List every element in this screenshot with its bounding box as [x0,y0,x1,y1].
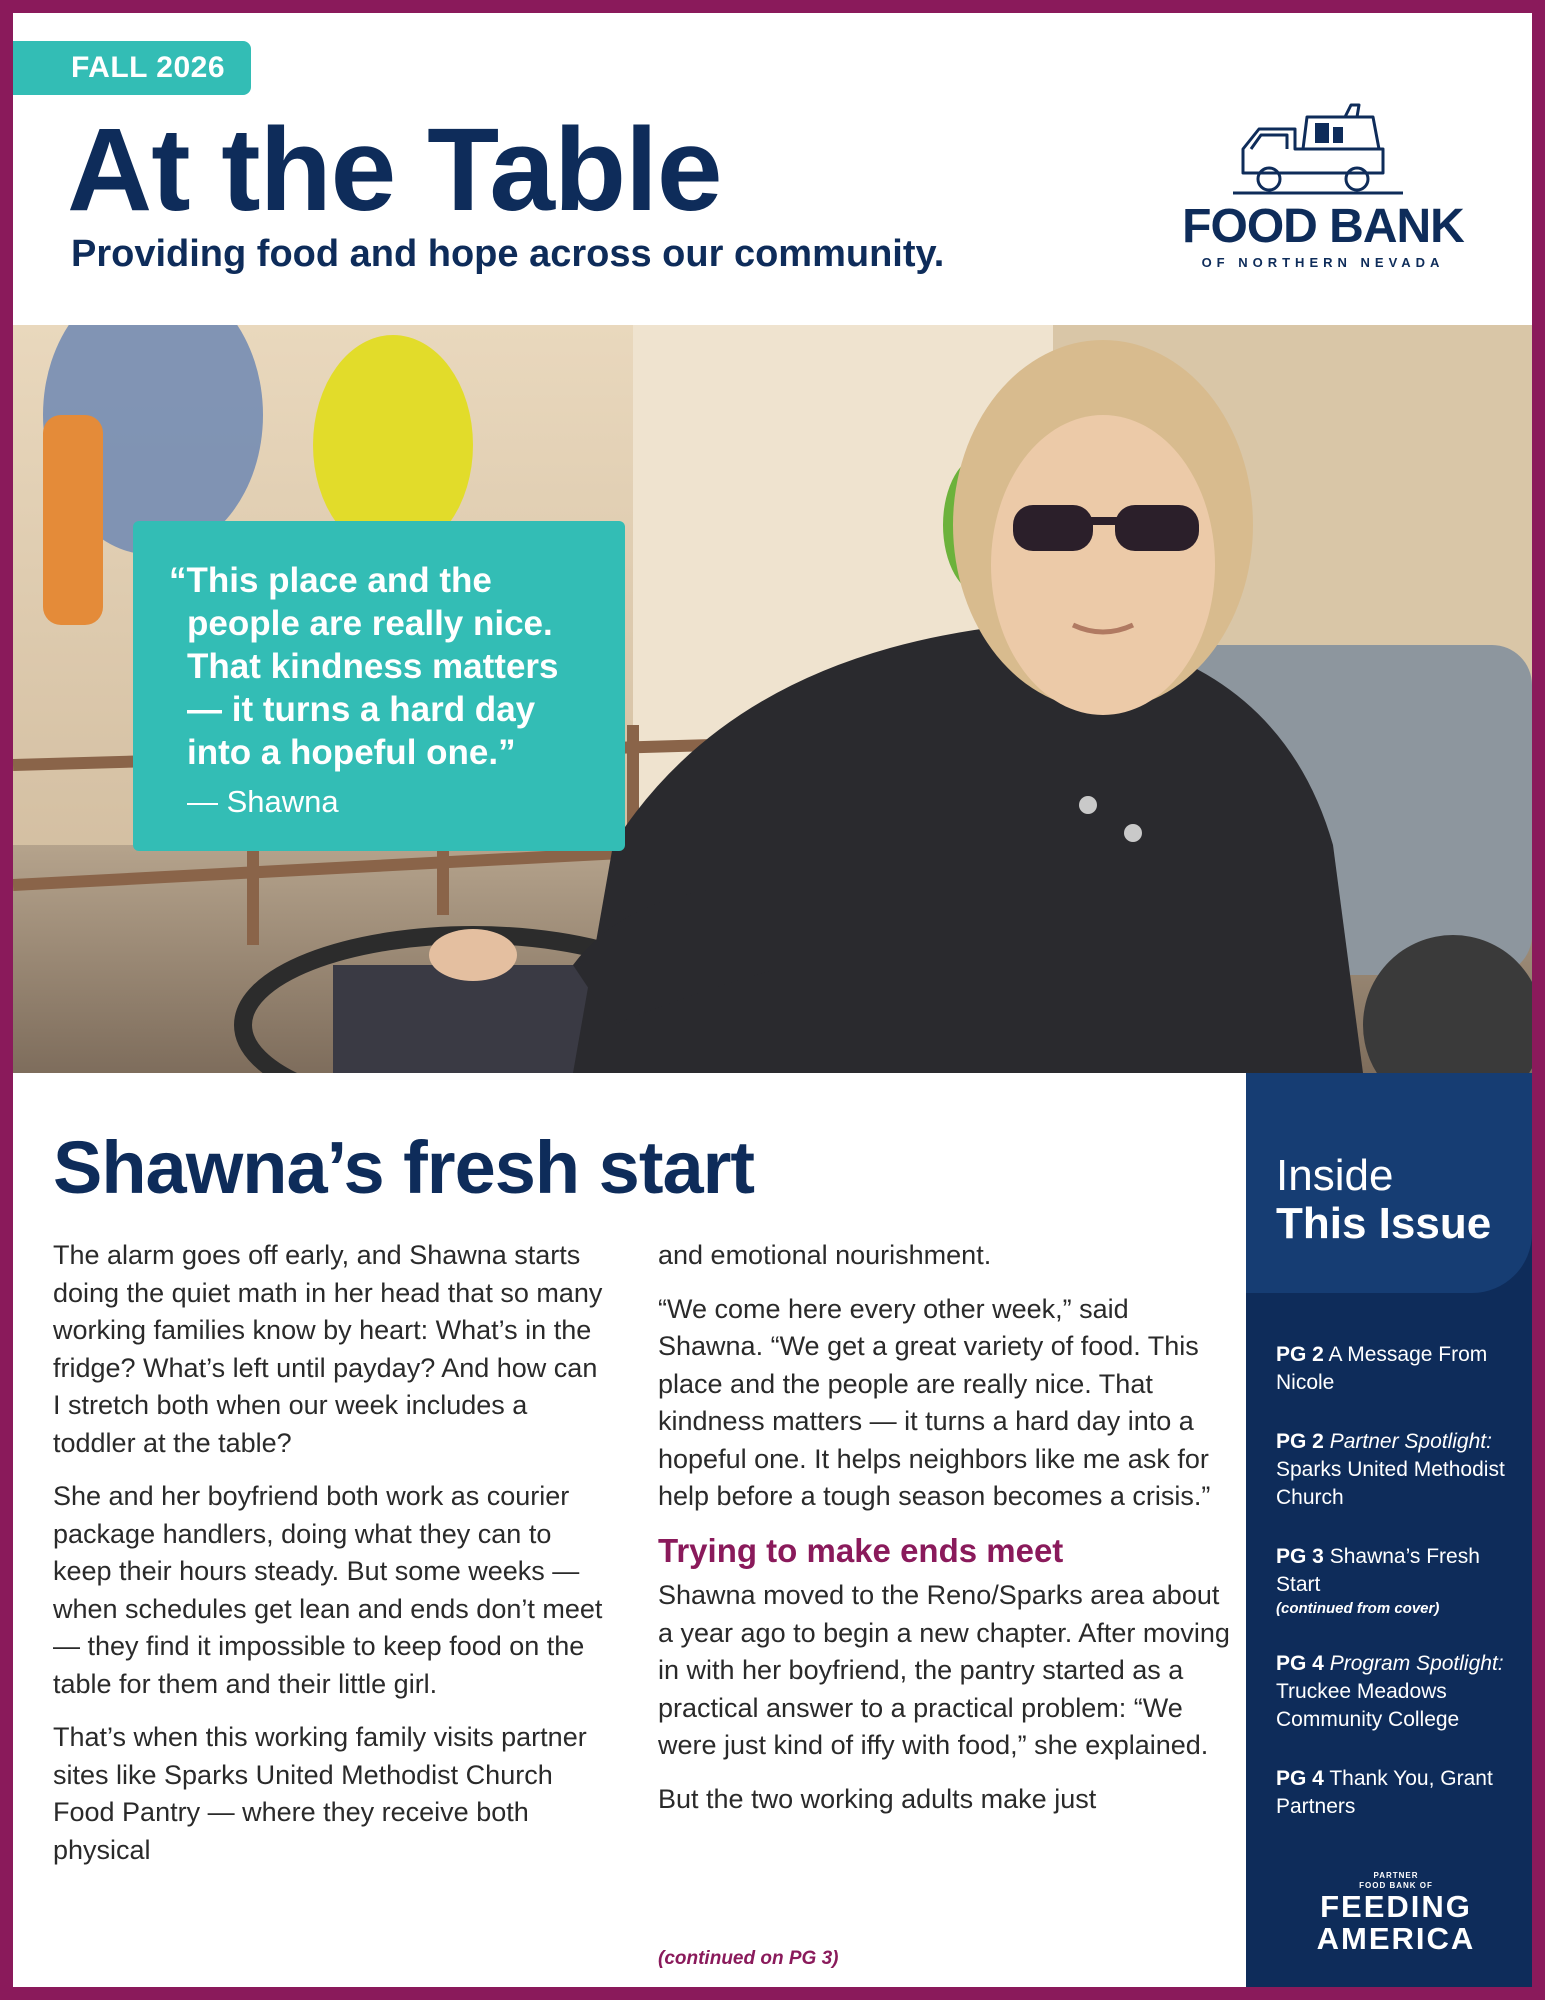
toc-page: PG 4 [1276,1767,1324,1790]
toc-page: PG 2 [1276,1343,1324,1366]
article-paragraph: But the two working adults make just [658,1783,1097,1814]
newsletter-tagline: Providing food and hope across our community. [71,233,945,275]
toc-item[interactable] [1276,1428,1526,1512]
pull-quote-attribution: — Shawna [187,784,339,819]
sidebar-title-this-issue: This Issue [1276,1199,1492,1248]
toc-label: Truckee Meadows Community College [1276,1680,1460,1731]
toc-category: Program Spotlight: [1329,1652,1504,1675]
toc-label: Thank You, Grant Partners [1276,1767,1493,1818]
toc-label: A Message From Nicole [1276,1343,1488,1394]
pull-quote [133,521,625,851]
toc-item[interactable] [1276,1543,1526,1619]
article-column-right [658,1237,1233,1834]
logo-subtitle: OF NORTHERN NEVADA [1201,255,1445,270]
toc-page: PG 3 [1276,1545,1324,1568]
toc-item[interactable] [1276,1765,1526,1821]
feeding-america-logo [1306,1871,1486,1955]
article-paragraph: The alarm goes off early, and Shawna starts doing the quiet math in her head that so many working families know by heart: What’s in the fridge? What’s left until payday? And how can I stretch both when our week includes a toddler at the table? [53,1240,603,1458]
article-paragraph: She and her boyfriend both work as courier package handlers, doing what they can to keep their hours steady. But some weeks — when schedules get lean and ends don’t meet — they find it impossible to keep food on the table for them and their little girl. [53,1481,603,1699]
season-tag: FALL 2026 [13,41,251,95]
article-column-left [53,1237,608,1885]
fa-america-text: AMERICA [1316,1921,1476,1956]
article-paragraph: Shawna moved to the Reno/Sparks area about a year ago to begin a new chapter. After moving in with her boyfriend, the pantry started as a practical answer to a practical problem: “We were just kind of iffy with food,” she explained. [658,1580,1230,1760]
toc-label: Shawna’s Fresh Start [1276,1545,1480,1596]
toc-item[interactable] [1276,1341,1526,1397]
toc-category: Partner Spotlight: [1329,1430,1492,1453]
article-paragraph: and emotional nourishment. [658,1240,992,1270]
cover-photo [13,325,1532,1073]
article-subhead: Trying to make ends meet [658,1531,1064,1569]
newsletter-title: At the Table [67,104,722,236]
toc-page: PG 2 [1276,1430,1324,1453]
article-paragraph: That’s when this working family visits partner sites like Sparks United Methodist Church Food Pantry — where they receive both physical [53,1722,587,1865]
toc-page: PG 4 [1276,1652,1324,1675]
food-bank-logo [1173,103,1473,273]
fa-food-bank-of-text: FOOD BANK OF [1359,1881,1433,1890]
toc-item[interactable] [1276,1650,1526,1734]
table-of-contents [1276,1341,1526,1852]
article-title: Shawna’s fresh start [53,1126,755,1209]
logo-name: FOOD BANK [1182,200,1464,253]
pull-quote-text: “This place and the people are really nice. That kindness matters — it turns a hard day into a hopeful one.” [169,561,559,772]
article-paragraph: “We come here every other week,” said Shawna. “We get a great variety of food. This place and the people are really nice. That kindness matters — it turns a hard day into a hopeful one. It helps neighbors like me ask for help before a tough season becomes a crisis.” [658,1293,1211,1511]
toc-note: (continued from cover) [1276,1600,1440,1617]
sidebar-title-inside: Inside [1276,1151,1394,1200]
fa-feeding-text: FEEDING [1320,1889,1472,1924]
toc-label: Sparks United Methodist Church [1276,1458,1505,1509]
inside-this-issue-sidebar [1246,1073,1532,2000]
truck-icon [1233,103,1413,199]
continued-note: (continued on PG 3) [658,1948,839,1969]
fa-partner-text: PARTNER [1373,1871,1419,1880]
